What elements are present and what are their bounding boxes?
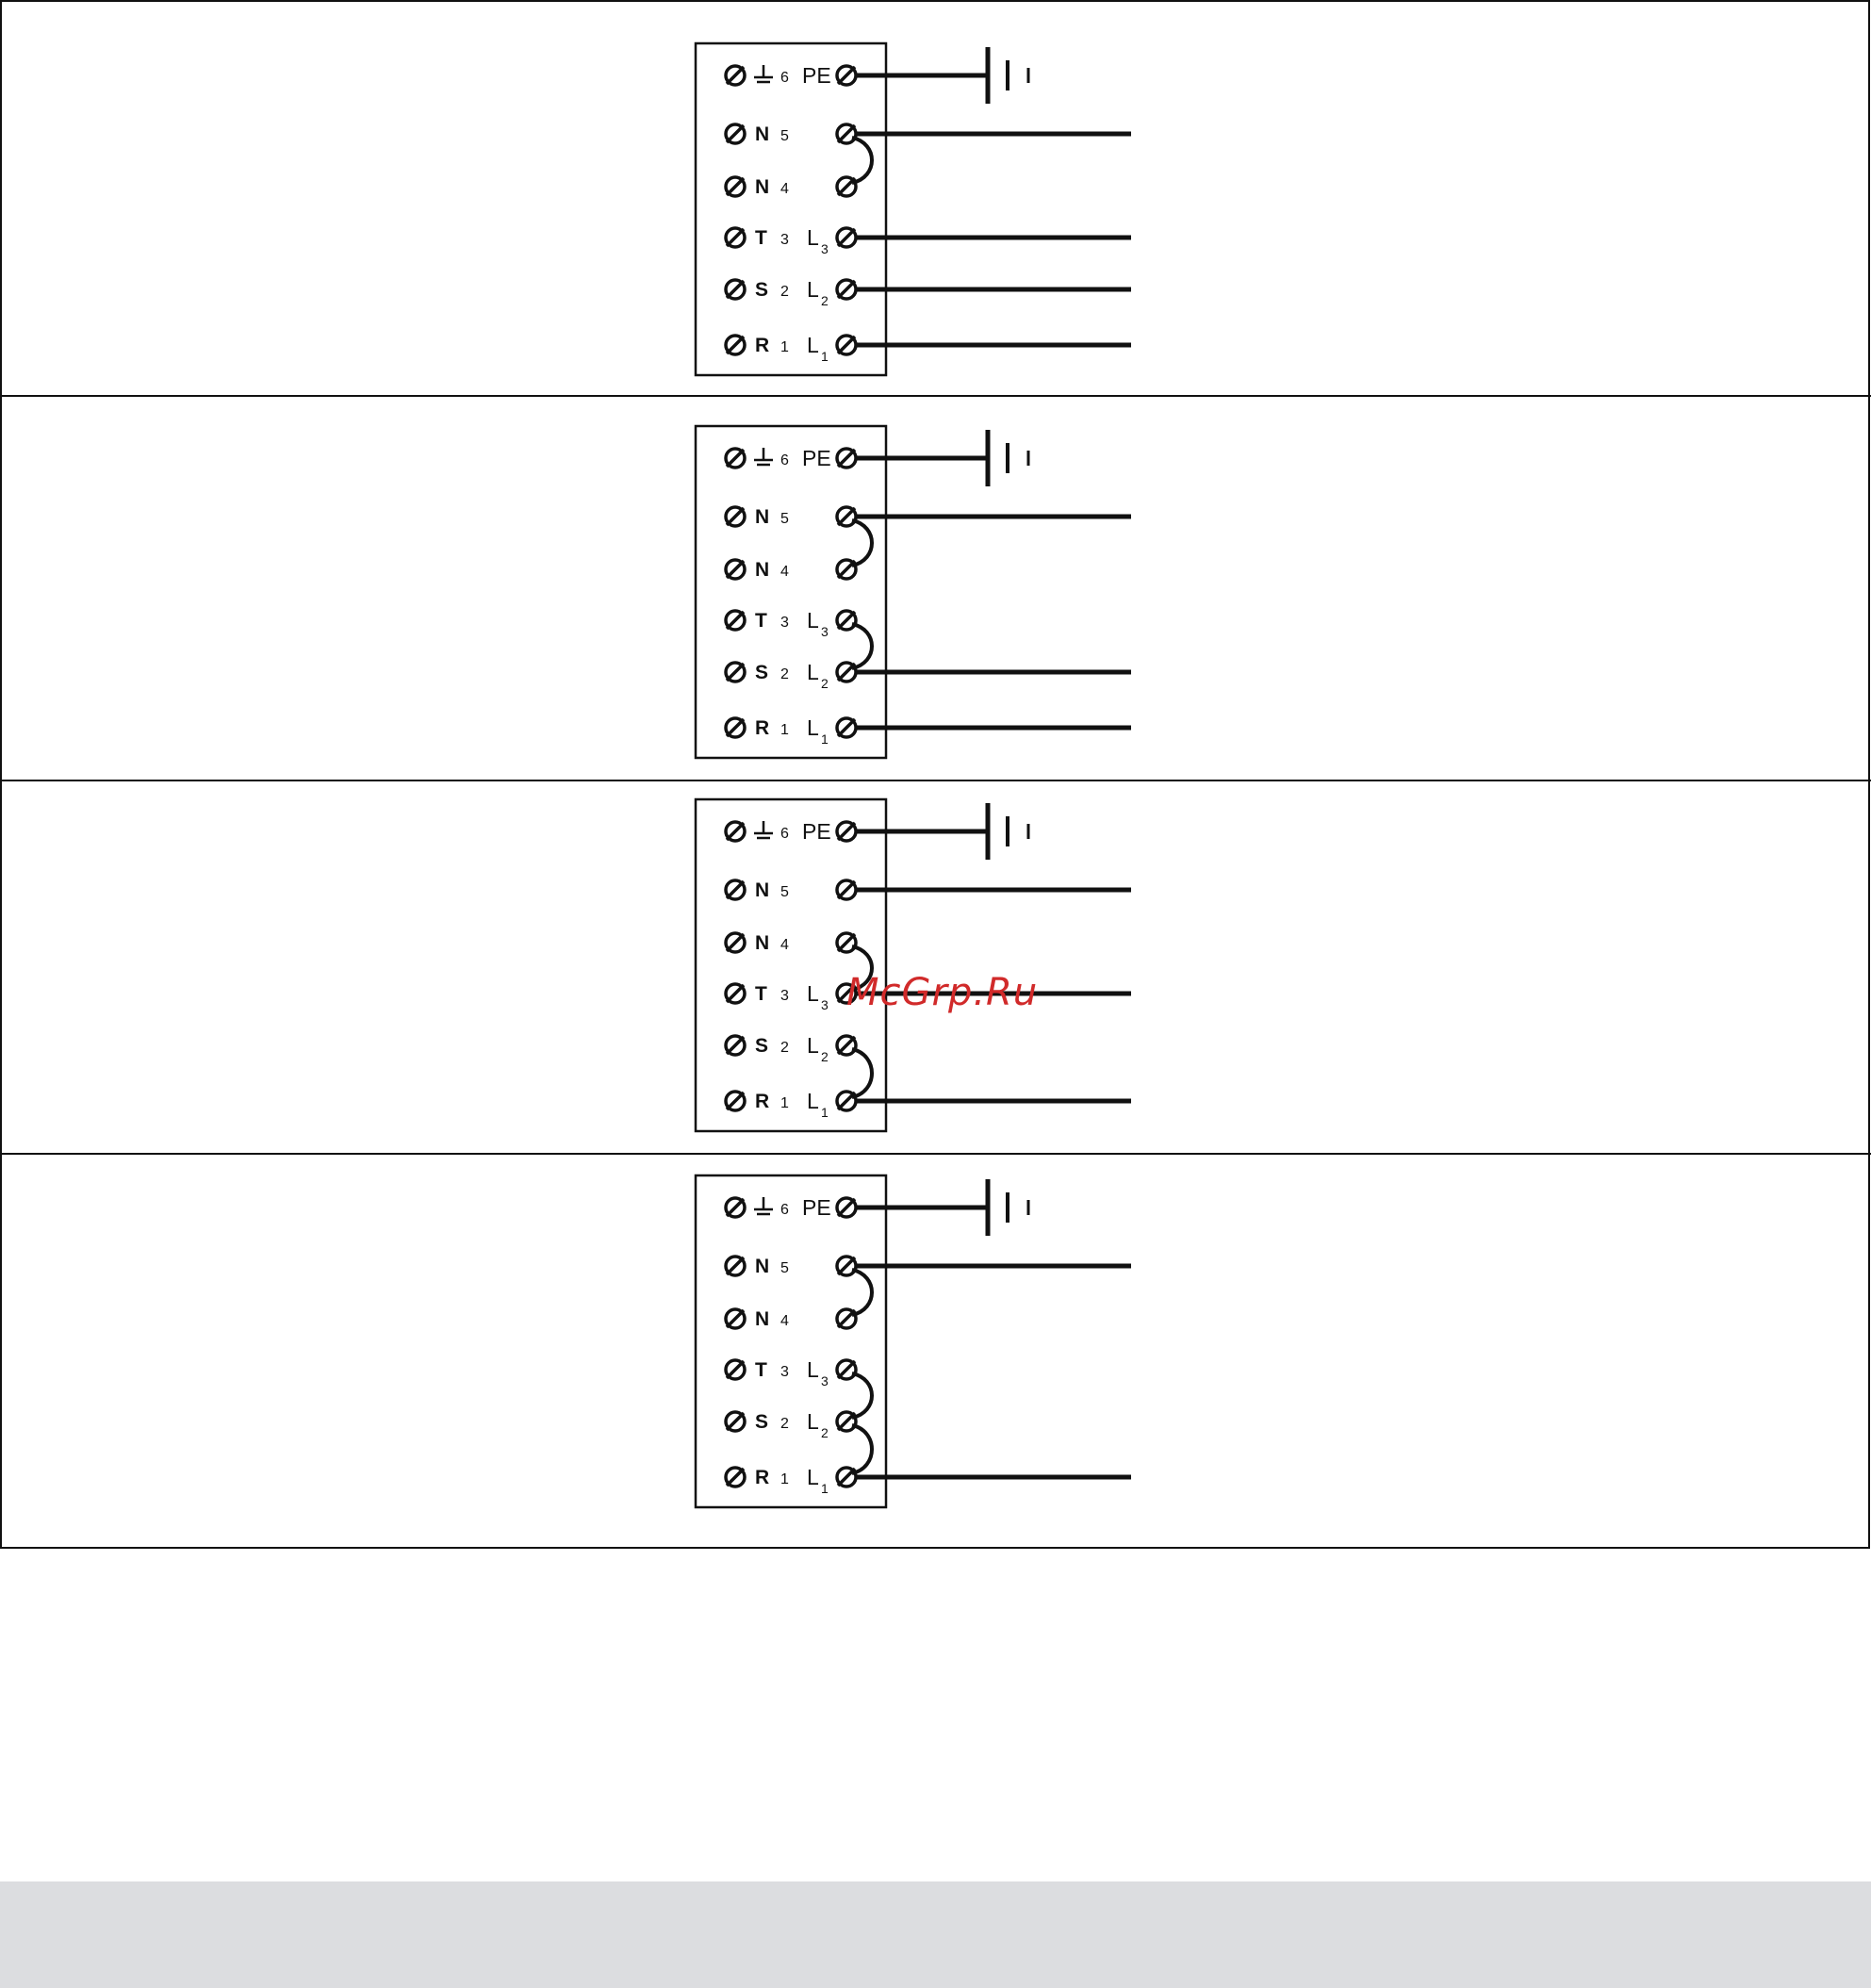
panel-4-jumper-1 [852, 1270, 872, 1315]
panel-1-terminal-number: 3 [780, 232, 789, 248]
panel-1-terminal-letter: R [755, 335, 770, 356]
panel-1-jumper-1 [852, 138, 872, 183]
panel-2-terminal-number: 5 [780, 511, 789, 527]
panel-1-terminal-subscript: 3 [821, 241, 829, 256]
panel-3-terminal-number: 4 [780, 937, 789, 953]
panel-3-terminal-block [696, 799, 886, 1131]
panel-4-terminal-number: 6 [780, 1202, 789, 1218]
panel-1-terminal-subscript: 2 [821, 293, 829, 308]
panel-4-terminal-number: 3 [780, 1364, 789, 1380]
panel-3-terminal-label: L [807, 981, 819, 1006]
panel-4-terminal-label: L [807, 1465, 819, 1489]
panel-1-terminal-number: 4 [780, 181, 789, 197]
panel-1-terminal-letter: N [755, 123, 770, 145]
panel-4-terminal-letter: R [755, 1467, 770, 1488]
panel-1-terminal-number: 1 [780, 339, 789, 355]
panel-3-terminal-letter: T [755, 983, 767, 1005]
panel-1-terminal-number: 6 [780, 70, 789, 86]
panel-4-terminal-letter: T [755, 1359, 767, 1381]
panel-3-terminal-letter: R [755, 1091, 770, 1112]
panel-2-terminal-number: 4 [780, 564, 789, 580]
panel-1-terminal-letter: N [755, 176, 770, 198]
panel-3-terminal-label: PE [802, 819, 831, 844]
panel-3-terminal-subscript: 3 [821, 997, 829, 1012]
panel-4-terminal-letter: N [755, 1308, 770, 1330]
panel-3-terminal-number: 5 [780, 884, 789, 900]
panel-2-terminal-number: 1 [780, 722, 789, 738]
panel-4-terminal-label: L [807, 1409, 819, 1434]
panel-1-terminal-label: L [807, 225, 819, 250]
panel-2-terminal-letter: S [755, 662, 769, 683]
panel-3-terminal-label: L [807, 1033, 819, 1058]
panel-1-terminal-subscript: 1 [821, 349, 829, 364]
panel-4-terminal-letter: N [755, 1256, 770, 1277]
panel-1-terminal-letter: S [755, 279, 769, 301]
panel-4-jumper-2 [852, 1373, 872, 1418]
footer-band [0, 1881, 1871, 1988]
panel-4-terminal-number: 4 [780, 1313, 789, 1329]
panel-2-terminal-letter: T [755, 610, 767, 632]
panel-2-terminal-label: PE [802, 446, 831, 470]
panel-2-terminal-subscript: 2 [821, 676, 829, 691]
panel-4-terminal-block [696, 1175, 886, 1507]
panel-4-terminal-label: L [807, 1357, 819, 1382]
panel-4-terminal-number: 5 [780, 1260, 789, 1276]
panel-4-terminal-letter: S [755, 1411, 769, 1433]
panel-1-terminal-label: L [807, 277, 819, 302]
panel-4-terminal-subscript: 2 [821, 1425, 829, 1440]
panel-1-terminal-letter: T [755, 227, 767, 249]
panel-2-terminal-number: 2 [780, 666, 789, 682]
panel-3-terminal-number: 1 [780, 1095, 789, 1111]
panel-4-terminal-label: PE [802, 1195, 831, 1220]
panel-1-terminal-label: PE [802, 63, 831, 88]
panel-3-terminal-subscript: 2 [821, 1049, 829, 1064]
panel-3-jumper-2 [852, 1049, 872, 1097]
panel-2-terminal-subscript: 3 [821, 624, 829, 639]
panel-3-terminal-subscript: 1 [821, 1105, 829, 1120]
panel-3-terminal-letter: S [755, 1035, 769, 1057]
panel-2-terminal-letter: N [755, 506, 770, 528]
panel-1-terminal-label: L [807, 333, 819, 357]
panel-3-terminal-letter: N [755, 879, 770, 901]
panel-2-terminal-letter: N [755, 559, 770, 581]
panel-2-terminal-label: L [807, 715, 819, 740]
panel-4-terminal-subscript: 3 [821, 1373, 829, 1388]
panel-2-jumper-1 [852, 520, 872, 566]
panel-2-terminal-label: L [807, 608, 819, 633]
panel-4-terminal-subscript: 1 [821, 1481, 829, 1496]
panel-2-terminal-label: L [807, 660, 819, 684]
panel-4-terminal-number: 2 [780, 1416, 789, 1432]
panel-3-terminal-label: L [807, 1089, 819, 1113]
panel-2-terminal-subscript: 1 [821, 731, 829, 747]
panel-3-terminal-number: 3 [780, 988, 789, 1004]
panel-2-terminal-number: 6 [780, 452, 789, 468]
panel-2-jumper-2 [852, 624, 872, 668]
panel-3-terminal-number: 2 [780, 1040, 789, 1056]
panel-2-terminal-number: 3 [780, 615, 789, 631]
panel-1-terminal-block [696, 43, 886, 375]
panel-3-terminal-number: 6 [780, 826, 789, 842]
panel-2-terminal-letter: R [755, 717, 770, 739]
outer-frame [1, 1, 1869, 1548]
panel-1-terminal-number: 5 [780, 128, 789, 144]
panel-4-terminal-number: 1 [780, 1471, 789, 1487]
panel-2-terminal-block [696, 426, 886, 758]
watermark-text: McGrp.Ru [846, 971, 1039, 1014]
panel-3-terminal-letter: N [755, 932, 770, 954]
panel-4-jumper-3 [852, 1425, 872, 1473]
panel-1-terminal-number: 2 [780, 284, 789, 300]
